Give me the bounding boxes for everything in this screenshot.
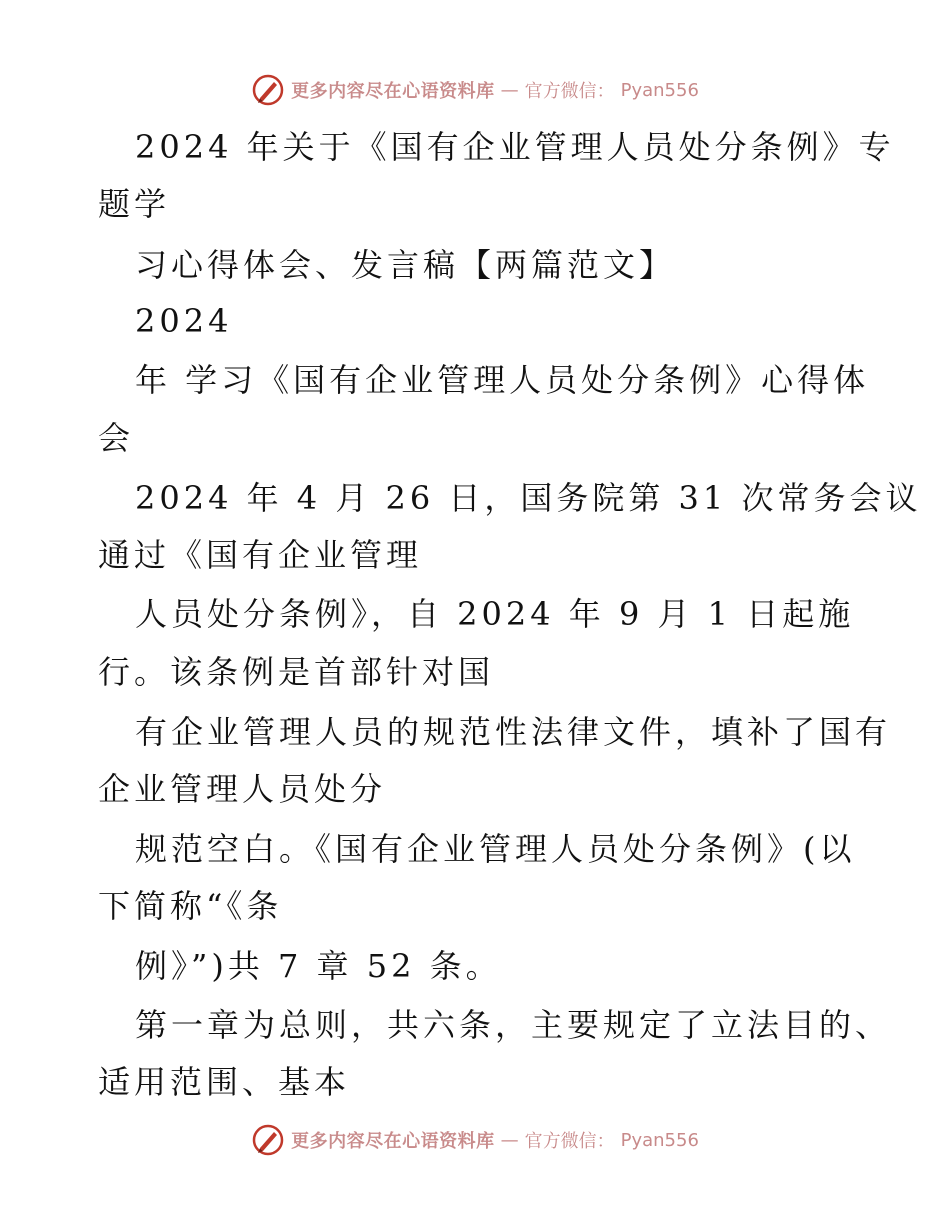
subtitle-year: 2024: [135, 302, 233, 340]
pen-logo-icon: [251, 1123, 285, 1157]
paragraph-line: 行。该条例是首部针对国: [98, 653, 495, 691]
paragraph-line: 2024 年 4 月 26 日，国务院第 31 次常务会议: [135, 479, 922, 517]
paragraph-line: 规范空白。《国有企业管理人员处分条例》(以: [135, 830, 856, 868]
subtitle-line-2: 会: [98, 419, 135, 457]
subtitle-line-1: 年 学习《国有企业管理人员处分条例》心得体: [135, 361, 870, 399]
paragraph-line: 第一章为总则，共六条，主要规定了立法目的、: [135, 1006, 892, 1044]
title-line-1: 2024 年关于《国有企业管理人员处分条例》专: [135, 128, 895, 166]
banner-wechat-label: 官方微信：: [524, 1131, 615, 1152]
paragraph-line: 例》”)共 7 章 52 条。: [135, 947, 502, 985]
banner-dash: —: [500, 79, 519, 101]
header-watermark-banner: [0, 70, 950, 110]
banner-wechat-id: Pyan556: [620, 1129, 699, 1151]
title-line-3: 习心得体会、发言稿【两篇范文】: [135, 246, 676, 284]
paragraph-line: 下简称“《条: [98, 887, 283, 925]
banner-wechat-id: Pyan556: [620, 79, 699, 101]
paragraph-line: 人员处分条例》，自 2024 年 9 月 1 日起施: [135, 595, 855, 633]
title-line-2: 题学: [98, 185, 171, 223]
paragraph-line: 有企业管理人员的规范性法律文件，填补了国有: [135, 713, 892, 751]
paragraph-line: 通过《国有企业管理: [98, 536, 423, 574]
pen-logo-icon: [251, 73, 285, 107]
banner-dash: —: [500, 1129, 519, 1151]
paragraph-line: 企业管理人员处分: [98, 770, 387, 808]
banner-text: 更多内容尽在心语资料库: [291, 1131, 495, 1152]
banner-wechat-label: 官方微信：: [524, 81, 615, 102]
footer-watermark-banner: [0, 1120, 950, 1160]
paragraph-line: 适用范围、基本: [98, 1063, 351, 1101]
banner-text: 更多内容尽在心语资料库: [291, 81, 495, 102]
